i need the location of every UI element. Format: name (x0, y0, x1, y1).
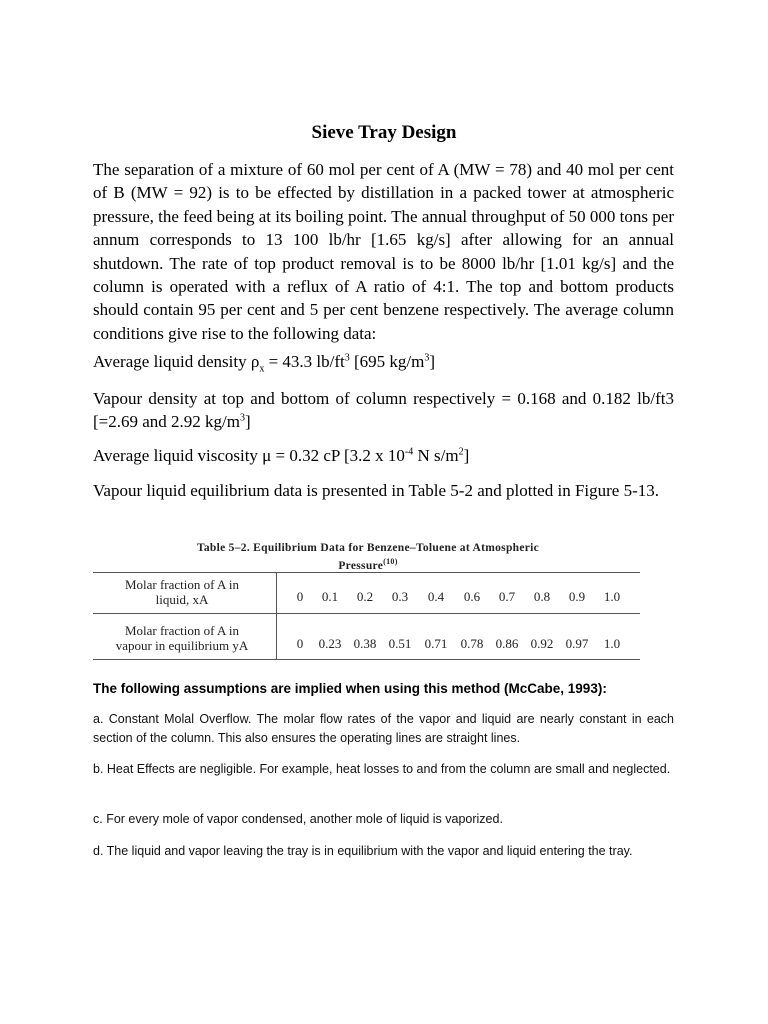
assumption-d: d. The liquid and vapor leaving the tray is in equilibrium with the vapor and liquid entering the tray. (93, 844, 633, 858)
assumption-b: b. Heat Effects are negligible. For example, heat losses to and from the column are small and neglected. (93, 762, 671, 776)
table-cell: 0.51 (388, 636, 412, 651)
table-cell: 1.0 (603, 589, 621, 604)
table-cell: 0.71 (424, 636, 448, 651)
vapour-density-line: Vapour density at top and bottom of column respectively = 0.168 and 0.182 lb/ft3 [=2.69 and 2.92 $kg/m^3$] (93, 389, 674, 432)
page-title: Sieve Tray Design (311, 122, 457, 143)
assumptions-heading: The following assumptions are implied when using this method (McCabe, 1993): (93, 681, 607, 696)
table-cell: 0.1 (321, 589, 339, 604)
table-rule-middle (93, 613, 640, 614)
equilibrium-table (93, 572, 640, 660)
intro-paragraph: The separation of a mixture of 60 mol per cent of A (MW = 78) and 40 mol per cent of B (MW = 92) is to be effected by distillation in a packed tower at atmospheric pressure, the feed being at its boiling point. The annual throughput of 50 000 tons per annum corresponds to 13 100 lb/hr [1.65 kg/s] after allowing for an annual shutdown. The rate of top product removal is to be 8000 lb/hr [1.01 kg/s] and the column is operated with a reflux of A ratio of 4:1. The top and bottom products should contain 95 per cent and 5 per cent benzene respectively. The average column conditions give rise to the following data: (93, 160, 674, 343)
table-rule-vertical (276, 572, 277, 660)
table-cell: 0.97 (565, 636, 589, 651)
table-cell: 0.9 (568, 589, 586, 604)
table-cell: 0.23 (318, 636, 342, 651)
table-cell: 1.0 (603, 636, 621, 651)
table-cell: 0.38 (353, 636, 377, 651)
liquid-density-line: Average liquid density $\rho_x = 43.3$ $lb/ft^3$ [695 $kg/m^3$] (93, 352, 436, 375)
table-cell: 0.92 (530, 636, 554, 651)
row-label-liquid: Molar fraction of A in liquid, xA (124, 577, 240, 607)
table-cell: 0.86 (495, 636, 519, 651)
viscosity-line: Average liquid viscosity μ = 0.32 cP [3.2 x $10^{-4}$ N $s/m^2$] (93, 446, 470, 465)
table-cell: 0.4 (427, 589, 445, 604)
row-label-vapour: Molar fraction of A in vapour in equilibrium yA (115, 623, 249, 653)
table-cell: 0.8 (533, 589, 551, 604)
table-cell: 0.2 (356, 589, 374, 604)
table-rule-bottom (93, 659, 640, 660)
table-cell: 0.3 (391, 589, 409, 604)
table-cell: 0 (296, 589, 304, 604)
table-cell: 0 (296, 636, 304, 651)
assumption-c: c. For every mole of vapor condensed, another mole of liquid is vaporized. (93, 812, 503, 826)
vle-paragraph: Vapour liquid equilibrium data is presented in Table 5-2 and plotted in Figure 5-13. (93, 481, 659, 500)
table-cell: 0.6 (463, 589, 481, 604)
table-cell: 0.78 (460, 636, 484, 651)
table-caption: Table 5–2. Equilibrium Data for Benzene–Toluene at Atmospheric Pressure$^{(10)}$ (196, 542, 540, 572)
assumption-a: a. Constant Molal Overflow. The molar flow rates of the vapor and liquid are nearly constant in each section of the column. This also ensures the operating lines are straight lines. (93, 712, 674, 745)
table-cell: 0.7 (498, 589, 516, 604)
table-rule-top (93, 572, 640, 573)
